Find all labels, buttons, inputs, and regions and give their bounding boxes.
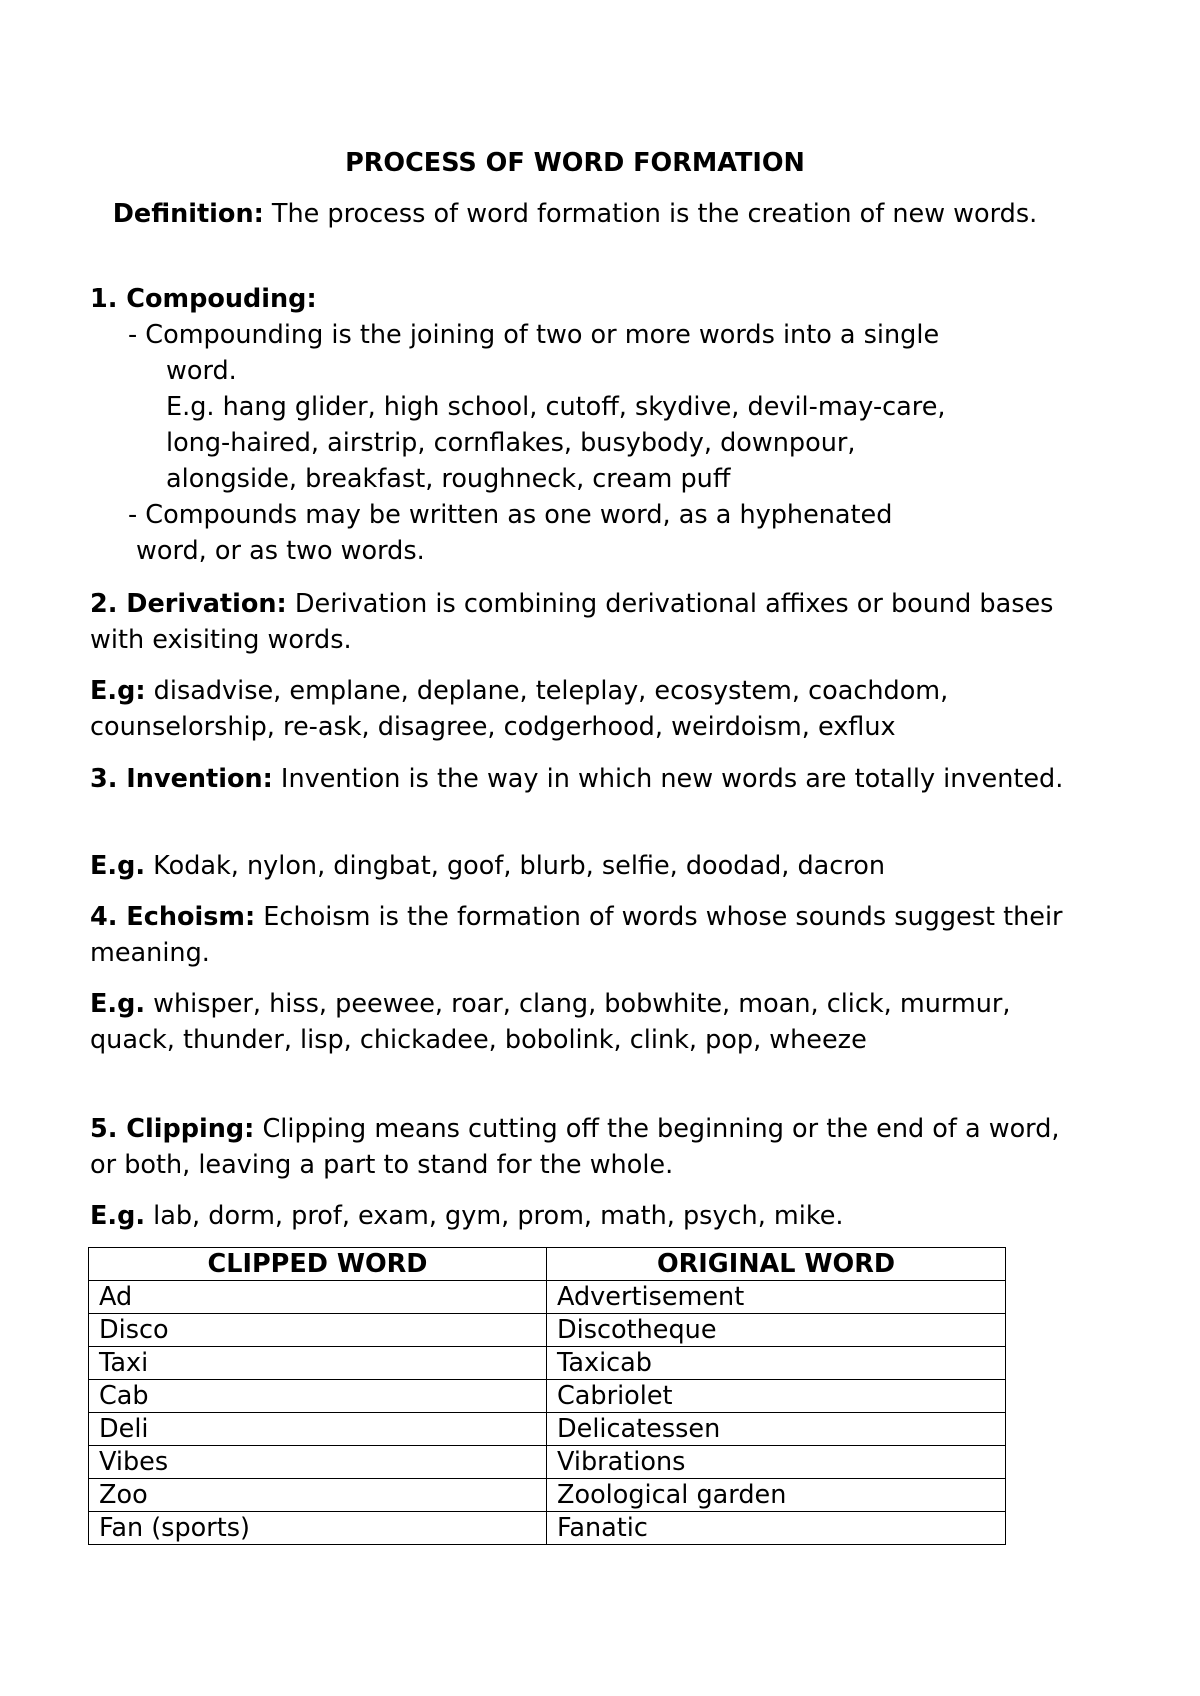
header-original-word: ORIGINAL WORD [547,1248,1006,1281]
header-clipped-word: CLIPPED WORD [89,1248,547,1281]
compounding-heading: 1. Compouding: [90,284,317,314]
compounding-bullet-1: - Compounding is the joining of two or more words into a single [128,320,940,350]
invention-eg-label: E.g. [90,851,146,881]
echoism-examples [90,986,1080,1058]
invention-text: Invention is the way in which new words are totally invented. [272,764,1064,794]
section-echoism [90,899,1080,971]
derivation-examples [90,673,1080,745]
table-header-row [89,1248,1006,1281]
compounding-details [128,317,1088,569]
invention-label: 3. Invention: [90,764,273,794]
clipped-word-cell: Deli [89,1413,547,1446]
clipping-text: Clipping means cutting off the beginning or the end of a word, or both, leaving a part to stand for the whole. [90,1114,1060,1180]
original-word-cell: Cabriolet [547,1380,1006,1413]
echoism-eg-label: E.g. [90,989,146,1019]
compounding-examples-1: E.g. hang glider, high school, cutoff, skydive, devil-may-care, [166,392,946,422]
definition-label: Definition: [112,199,264,229]
derivation-eg-text: disadvise, emplane, deplane, teleplay, ecosystem, coachdom, counselorship, re-ask, disagree, codgerhood, weirdoism, exflux [90,676,949,742]
compounding-examples-3: alongside, breakfast, roughneck, cream puff [166,464,731,494]
compounding-bullet-1-cont: word. [166,356,237,386]
table-row [89,1380,1006,1413]
compounding-bullet-2: - Compounds may be written as one word, as a hyphenated [128,500,893,530]
section-clipping [90,1111,1080,1183]
page-title: PROCESS OF WORD FORMATION [345,148,805,178]
echoism-eg-text: whisper, hiss, peewee, roar, clang, bobwhite, moan, click, murmur, quack, thunder, lisp, chickadee, bobolink, clink, pop, wheeze [90,989,1011,1055]
clipped-word-cell: Vibes [89,1446,547,1479]
table-row [89,1281,1006,1314]
echoism-text: Echoism is the formation of words whose sounds suggest their meaning. [90,902,1063,968]
definition-text: The process of word formation is the creation of new words. [263,199,1038,229]
clipped-word-cell: Fan (sports) [89,1512,547,1545]
table-row [89,1512,1006,1545]
derivation-label: 2. Derivation: [90,589,287,619]
original-word-cell: Vibrations [547,1446,1006,1479]
clipped-word-cell: Disco [89,1314,547,1347]
derivation-eg-label: E.g: [90,676,146,706]
clipping-eg-text: lab, dorm, prof, exam, gym, prom, math, psych, mike. [145,1201,844,1231]
original-word-cell: Advertisement [547,1281,1006,1314]
original-word-cell: Zoological garden [547,1479,1006,1512]
clipping-eg-label: E.g. [90,1201,146,1231]
compounding-bullet-2-cont: word, or as two words. [136,536,425,566]
table-row [89,1446,1006,1479]
echoism-label: 4. Echoism: [90,902,256,932]
original-word-cell: Taxicab [547,1347,1006,1380]
clipped-word-cell: Zoo [89,1479,547,1512]
derivation-text: Derivation is combining derivational affixes or bound bases with exisiting words. [90,589,1054,655]
clipped-word-cell: Ad [89,1281,547,1314]
original-word-cell: Fanatic [547,1512,1006,1545]
table-row [89,1314,1006,1347]
definition-paragraph [90,196,1060,232]
original-word-cell: Delicatessen [547,1413,1006,1446]
table-row [89,1413,1006,1446]
section-compounding [90,281,1080,317]
clipping-examples [90,1198,1080,1234]
clipped-word-cell: Taxi [89,1347,547,1380]
section-invention [90,761,1080,797]
compounding-examples-2: long-haired, airstrip, cornflakes, busybody, downpour, [166,428,856,458]
clipped-word-cell: Cab [89,1380,547,1413]
clipped-words-table [88,1247,1006,1545]
section-derivation [90,586,1080,658]
original-word-cell: Discotheque [547,1314,1006,1347]
table-row [89,1347,1006,1380]
invention-examples [90,848,1080,884]
table-row [89,1479,1006,1512]
clipping-label: 5. Clipping: [90,1114,255,1144]
invention-eg-text: Kodak, nylon, dingbat, goof, blurb, selfie, doodad, dacron [145,851,885,881]
